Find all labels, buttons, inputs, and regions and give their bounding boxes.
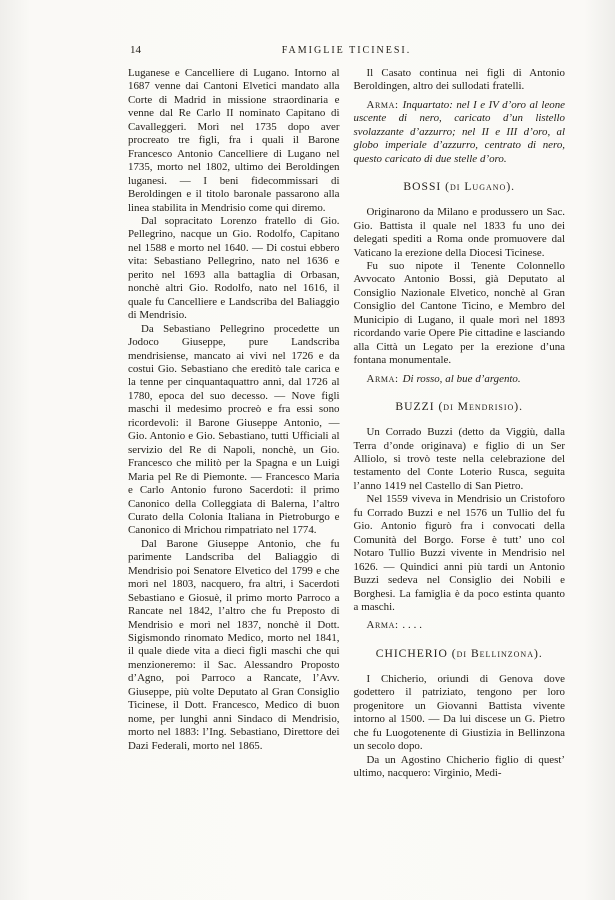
text-columns (128, 67, 565, 780)
arma-text: Inquartato: nel I e IV d’oro al leone uscente di nero, caricato d’un listello svolazzante d’azzurro; nel II e III d’oro, al globo imperiale d’azzurro, centrato di nero, questo caricato di due stelle d’oro. (353, 98, 565, 165)
arma-label: Arma: (366, 98, 399, 111)
left-column (128, 67, 340, 780)
arma-text: . . . . (402, 619, 423, 632)
paragraph: Dal sopracitato Lorenzo fratello di Gio. Pellegrino, nacque un Gio. Rodolfo, Capitano nel 1588 e morto nel 1640. — Di costui ebbero vita: Sebastiano Pellegrino, nato nel 1636 e perito nel 1693 alla battaglia di Orbasan, nonchè altri Gio. Rodolfo, nato nel 1616, il quale fu Cancelliere e Landscriba del Baliaggio di Mendrisio. (128, 214, 340, 322)
paragraph: Dal Barone Giuseppe Antonio, che fu parimente Landscriba del Baliaggio di Mendrisio poi Senatore Elvetico del 1799 e che morì nel 1803, nacquero, fra altri, i Sacerdoti Sebastiano e Giosuè, il primo morto Parroco a Rancate nel 1842, l’altro che fu Preposto di Mendrisio e morì nel 1837, nonchè il Dott. Sigismondo rinomato Medico, morto nel 1841, il quale diede vita a dieci figli maschi che qui menzioneremo: il Sac. Alessandro Proposto d’Agno, poi Parroco a Rancate, l’Avv. Giuseppe, più volte Deputato al Gran Consiglio Ticinese, il Dott. Francesco, Medico di buon nome, per lunghi anni Sindaco di Mendrisio, morto nel 1883: l’Ing. Sebastiano, Direttore dei Dazi Federali, morto nel 1865. (128, 537, 340, 752)
arma-label: Arma: (366, 372, 399, 385)
paragraph: Da Sebastiano Pellegrino procedette un Jodoco Giuseppe, pure Landscriba mendrisiense, mancato ai vivi nel 1726 e da costui Gio. Sebastiano che ereditò tale carica e la tenne per cinquantaquattro anni, dal 1726 al 1780, epoca del suo decesso. — Nove figli maschi il medesimo procreò e fra essi sono ricordevoli: il Barone Giuseppe Antonio, — Gio. Antonio e Gio. Sebastiano, tutti Ufficiali al servizio del Re di Napoli, nonchè, un Gio. Francesco che militò per la Spagna e un Luigi Maria pel Re di Piemonte. — Francesco Maria e Carlo Antonio furono Sacerdoti: il primo Canonico della Colleggiata di Balerna, l’altro Curato della Colonia Italiana in Pietroburgo e Canonico di Mrichou rimpatriato nel 1774. (128, 322, 340, 537)
paragraph: Fu suo nipote il Tenente Colonnello Avvocato Antonio Bossi, già Deputato al Consiglio Nazionale Elvetico, nonchè al Gran Consiglio del Cantone Ticino, e Membro del Municipio di Lugano, il quale morì nel 1893 ricordando varie Opere Pie cittadine e lasciando alla Città un Legato per la erezione d’una fontana monumentale. (353, 259, 565, 367)
arma-paragraph (354, 373, 566, 386)
arma-paragraph (354, 619, 566, 632)
page-number: 14 (130, 44, 141, 56)
paragraph: Luganese e Cancelliere di Lugano. Intorno al 1687 venne dai Cantoni Elvetici mandato alla Corte di Madrid in missione straordinaria e venne dal Re Carlo II nominato Capitano di Cavalleggeri. Morì nel 1735 dopo aver procreato tre figli, fra i quali il Barone Francesco Antonio Cancelliere di Lugano nel 1735, morto nel 1802, ultimo dei Beroldingen luganesi. — I beni fidecommissari di Beroldingen e il titolo baronale passarono alla linea stabilita in Mendrisio come qui diremo. (128, 67, 340, 214)
arma-text: Di rosso, al bue d’argento. (402, 372, 521, 385)
paragraph: I Chicherio, oriundi di Genova dove godettero il patriziato, tengono per loro progenitore un Giovanni Battista vivente intorno al 1500. — Da lui discese un G. Pietro che fu Luogotenente di Giustizia in Bellinzona un secolo dopo. (353, 672, 565, 753)
paragraph: Un Corrado Buzzi (detto da Viggiù, dalla Terra d’onde originava) e figlio di un Ser Alliolo, si trovò teste nella celebrazione del testamento del Conte Loterio Rusca, seguita l’anno 1419 nel Castello di San Pietro. (353, 426, 565, 492)
running-header: FAMIGLIE TICINESI. (281, 45, 412, 56)
arma-label: Arma: (366, 619, 399, 632)
paragraph: Il Casato continua nei figli di Antonio Beroldingen, altro dei sullodati fratelli. (353, 67, 565, 93)
right-column (354, 67, 566, 780)
paragraph: Nel 1559 viveva in Mendrisio un Cristoforo fu Corrado Buzzi e nel 1576 un Tullio del fu Gio. Antonio figurò fra i convocati della Comunità del Borgo. Forse è tutt’ uno col Notaro Tullio Buzzi vivente in Mendrisio nel 1626. — Quindici anni più tardi un Antonio Buzzi sedeva nel Consiglio dei Nobili e Borghesi. La famiglia è da poco estinta quanto a maschi. (353, 493, 565, 613)
section-heading: CHICHERIO (di Bellinzona). (375, 646, 543, 660)
section-heading: BOSSI (di Lugano). (403, 180, 516, 194)
section-heading: BUZZI (di Mendrisio). (395, 400, 524, 414)
arma-paragraph (354, 99, 566, 166)
page-head (128, 44, 565, 59)
paragraph: Da un Agostino Chicherio figlio di quest’ ultimo, nacquero: Virginio, Medi- (353, 753, 565, 780)
paragraph: Originarono da Milano e produssero un Sac. Gio. Battista il quale nel 1833 fu uno dei delegati spediti a Roma onde promuovere dal Vaticano la erezione della Diocesi Ticinese. (353, 206, 565, 259)
